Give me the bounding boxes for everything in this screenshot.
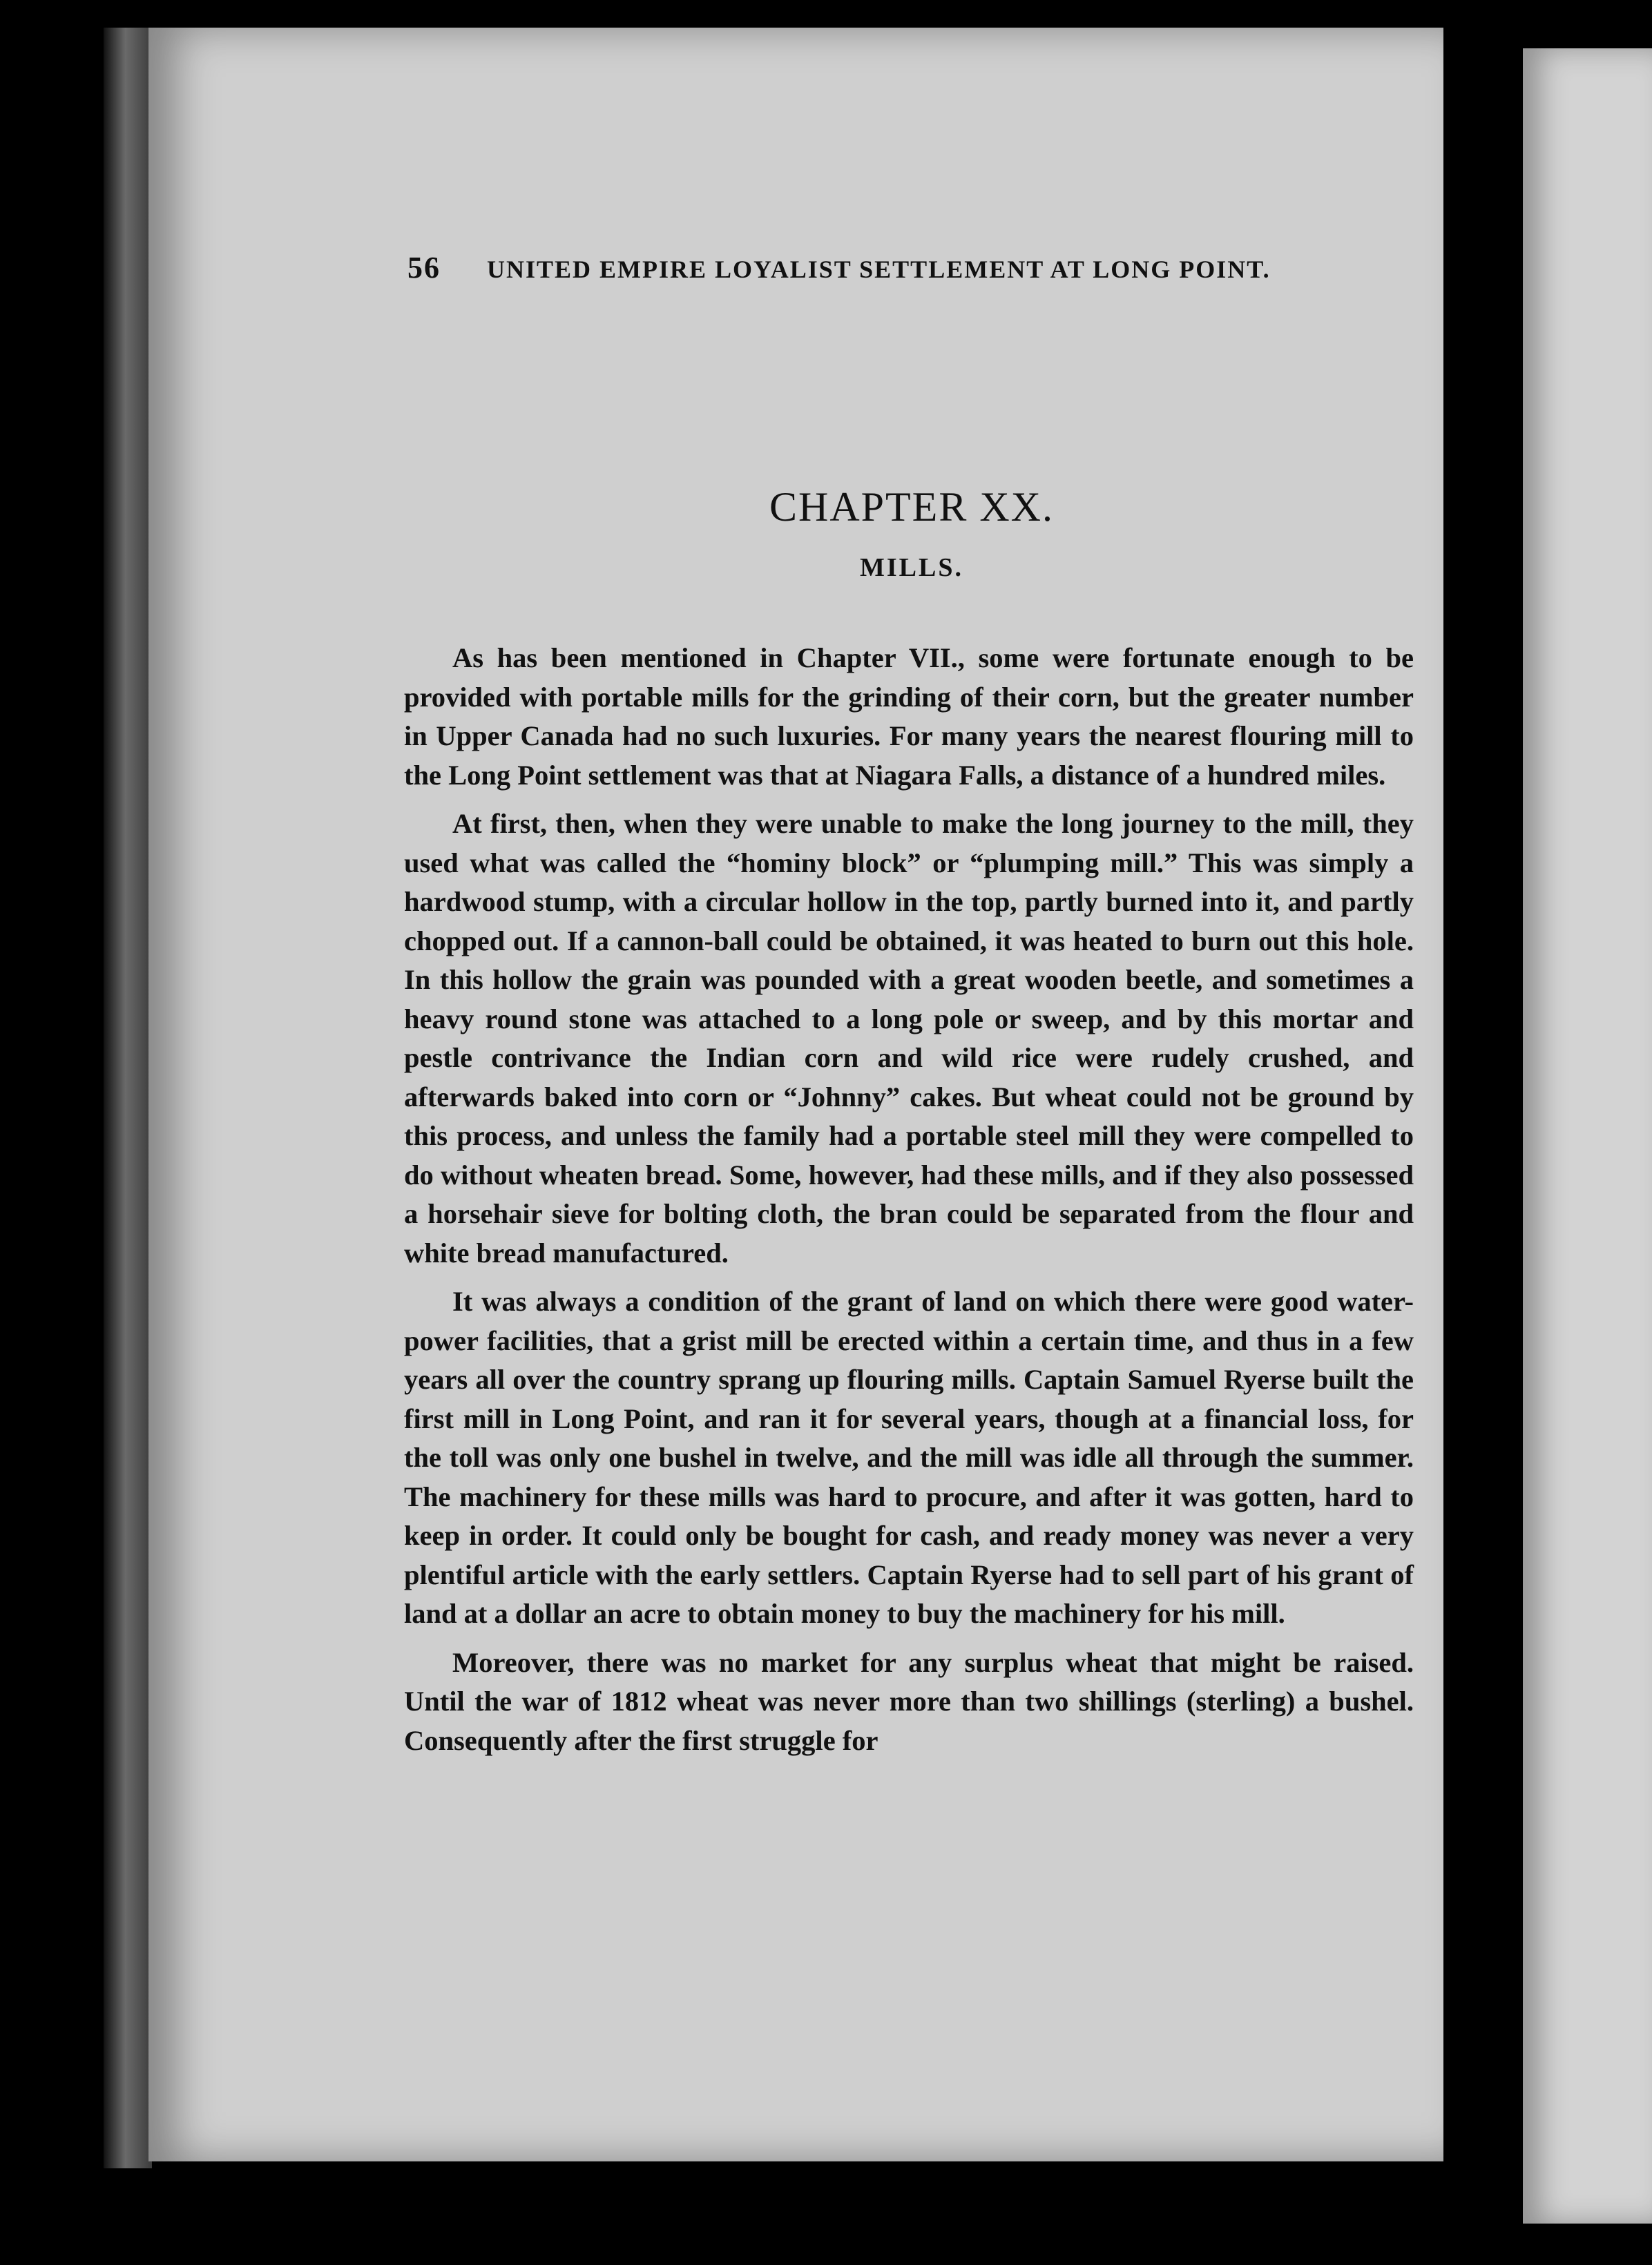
- paragraph: At first, then, when they were unable to make the long journey to the mill, they used what was called the “hominy block” or “plumping mill.” This was simply a hardwood stump, with a circular hollow in the top, partly burned into it, and partly chopped out. If a cannon-ball could be obtained, it was heated to burn out this hole. In this hollow the grain was pounded with a great wooden beetle, and sometimes a heavy round stone was attached to a long pole or sweep, and by this mortar and pestle contrivance the Indian corn and wild rice were rudely crushed, and afterwards baked into corn or “Johnny” cakes. But wheat could not be ground by this process, and unless the family had a portable steel mill they were compelled to do without wheaten bread. Some, however, had these mills, and if they also possessed a horsehair sieve for bolting cloth, the bran could be separated from the flour and white bread manufactured.: [404, 808, 1414, 1269]
- chapter-title: CHAPTER XX.: [769, 484, 1055, 530]
- running-head-title: UNITED EMPIRE LOYALIST SETTLEMENT AT LONG POINT.: [487, 256, 1271, 283]
- running-head: [407, 250, 1312, 285]
- paragraph: Moreover, there was no market for any surplus wheat that might be raised. Until the war of 1812 wheat was never more than two shillings (sterling) a bushel. Consequently after the first struggle for: [404, 1646, 1414, 1756]
- chapter-subtitle: MILLS.: [860, 553, 963, 582]
- paragraph: As has been mentioned in Chapter VII., some were fortunate enough to be provided with portable mills for the grinding of their corn, but the greater number in Upper Canada had no such luxuries. For many years the nearest flouring mill to the Long Point settlement was that at Niagara Falls, a distance of a hundred miles.: [404, 642, 1414, 791]
- right-page: [1523, 48, 1652, 2224]
- page-number: 56: [407, 251, 441, 285]
- body-text: [404, 639, 1414, 1770]
- paragraph: It was always a condition of the grant of land on which there were good water-power facilities, that a grist mill be erected within a certain time, and thus in a few years all over the country sprang up flouring mills. Captain Samuel Ryerse built the first mill in Long Point, and ran it for several years, though at a financial loss, for the toll was only one bushel in twelve, and the mill was idle all through the summer. The machinery for these mills was hard to procure, and after it was gotten, hard to keep in order. It could only be bought for cash, and ready money was never a very plentiful article with the early settlers. Captain Ryerse had to sell part of his grant of land at a dollar an acre to obtain money to buy the machinery for his mill.: [404, 1286, 1414, 1629]
- book-binding-edge: [104, 28, 152, 2168]
